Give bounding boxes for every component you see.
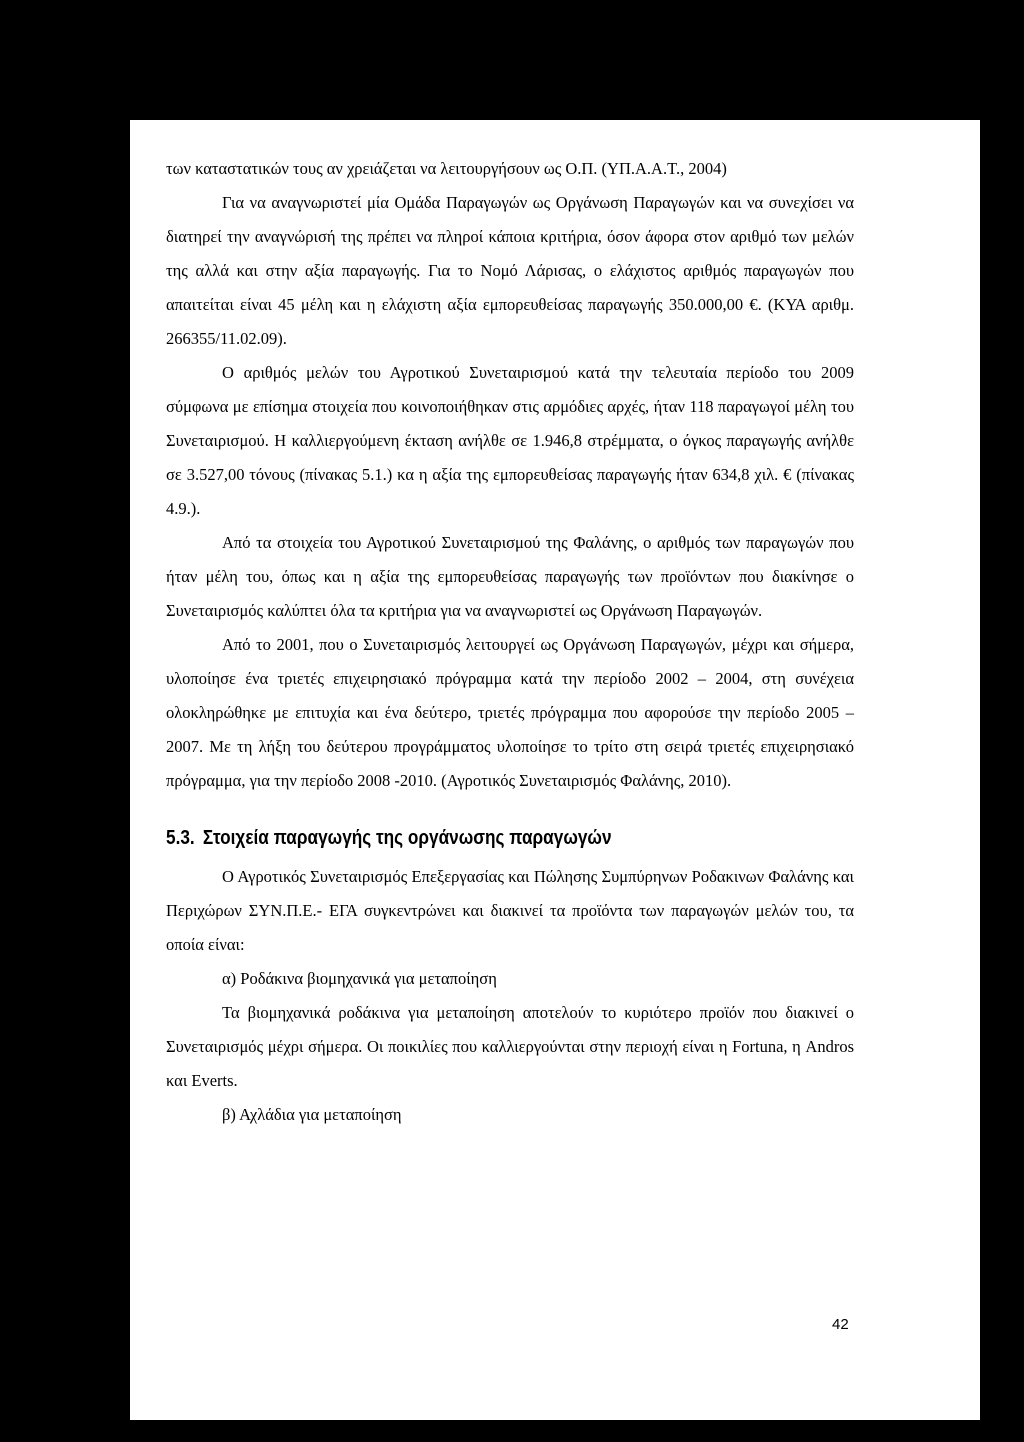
paragraph-recognition-criteria: Για να αναγνωριστεί μία Ομάδα Παραγωγών ως Οργάνωση Παραγωγών και να συνεχίσει να διατηρεί την αναγνώρισή της πρέπει να πληροί κάποια κριτήρια, όσον άφορα στον αριθμό των μελών της αλλά και στην αξία παραγωγής. Για το Νομό Λάρισας, ο ελάχιστος αριθμός παραγωγών που απαιτείται είναι 45 μέλη και η ελάχιστη αξία εμπορευθείσας παραγωγής 350.000,00 €. (ΚΥΑ αριθμ. 266355/11.02.09). <box>166 193 854 348</box>
section-title: Στοιχεία παραγωγής της οργάνωσης παραγωγών <box>202 827 612 849</box>
scan-edge-line <box>996 1150 998 1412</box>
paragraph-criteria-met: Από τα στοιχεία του Αγροτικού Συνεταιρισμού της Φαλάνης, ο αριθμός των παραγωγών που ήταν μέλη του, όπως και η αξία της εμπορευθείσας παραγωγής των προϊόντων που διακίνησε ο Συνεταιρισμός καλύπτει όλα τα κριτήρια για να αναγνωριστεί ως Οργάνωση Παραγωγών. <box>166 533 854 620</box>
paragraph-continuation: των καταστατικών τους αν χρειάζεται να λειτουργήσουν ως Ο.Π. (ΥΠ.Α.Α.Τ., 2004) <box>166 159 727 178</box>
paragraph-members-2009: Ο αριθμός μελών του Αγροτικού Συνεταιρισμού κατά την τελευταία περίοδο του 2009 σύμφωνα με επίσημα στοιχεία που κοινοποιήθηκαν στις αρμόδιες αρχές, ήταν 118 παραγωγοί μέλη του Συνεταιρισμού. Η καλλιεργούμενη έκταση ανήλθε σε 1.946,8 στρέμματα, ο όγκος παραγωγής ανήλθε σε 3.527,00 τόνους (πίνακας 5.1.) κα η αξία της εμπορευθείσας παραγωγής ήταν 634,8 χιλ. € (πίνακας 4.9.). <box>166 363 854 518</box>
list-item-peaches: α) Ροδάκινα βιομηχανικά για μεταποίηση <box>222 969 497 988</box>
list-item-pears: β) Αχλάδια για μεταποίηση <box>222 1105 402 1124</box>
page-body <box>166 152 854 1132</box>
section-heading <box>166 820 758 856</box>
page-number: 42 <box>832 1316 849 1333</box>
paragraph-peach-varieties: Τα βιομηχανικά ροδάκινα για μεταποίηση αποτελούν το κυριότερο προϊόν που διακινεί ο Συνεταιρισμός μέχρι σήμερα. Οι ποικιλίες που καλλιεργούνται στην περιοχή είναι η Fortuna, η Andros και Everts. <box>166 1003 854 1090</box>
section-number: 5.3. <box>166 827 195 849</box>
paragraph-operational-programmes: Από το 2001, που ο Συνεταιρισμός λειτουργεί ως Οργάνωση Παραγωγών, μέχρι και σήμερα, υλοποίησε ένα τριετές επιχειρησιακό πρόγραμμα κατά την περίοδο 2002 – 2004, στη συνέχεια ολοκληρώθηκε με επιτυχία και ένα δεύτερο, τριετές πρόγραμμα που αφορούσε την περίοδο 2005 – 2007. Με τη λήξη του δεύτερου προγράμματος υλοποίησε το τρίτο στη σειρά τριετές επιχειρησιακό πρόγραμμα, για την περίοδο 2008 -2010. (Αγροτικός Συνεταιρισμός Φαλάνης, 2010). <box>166 635 854 790</box>
paragraph-cooperative-products: Ο Αγροτικός Συνεταιρισμός Επεξεργασίας και Πώλησης Συμπύρηνων Ροδακινων Φαλάνης και Περιχώρων ΣΥΝ.Π.Ε.- ΕΓΑ συγκεντρώνει και διακινεί τα προϊόντα των παραγωγών μελών του, τα οποία είναι: <box>166 867 854 954</box>
scan-edge-line-thin <box>1000 1200 1001 1412</box>
